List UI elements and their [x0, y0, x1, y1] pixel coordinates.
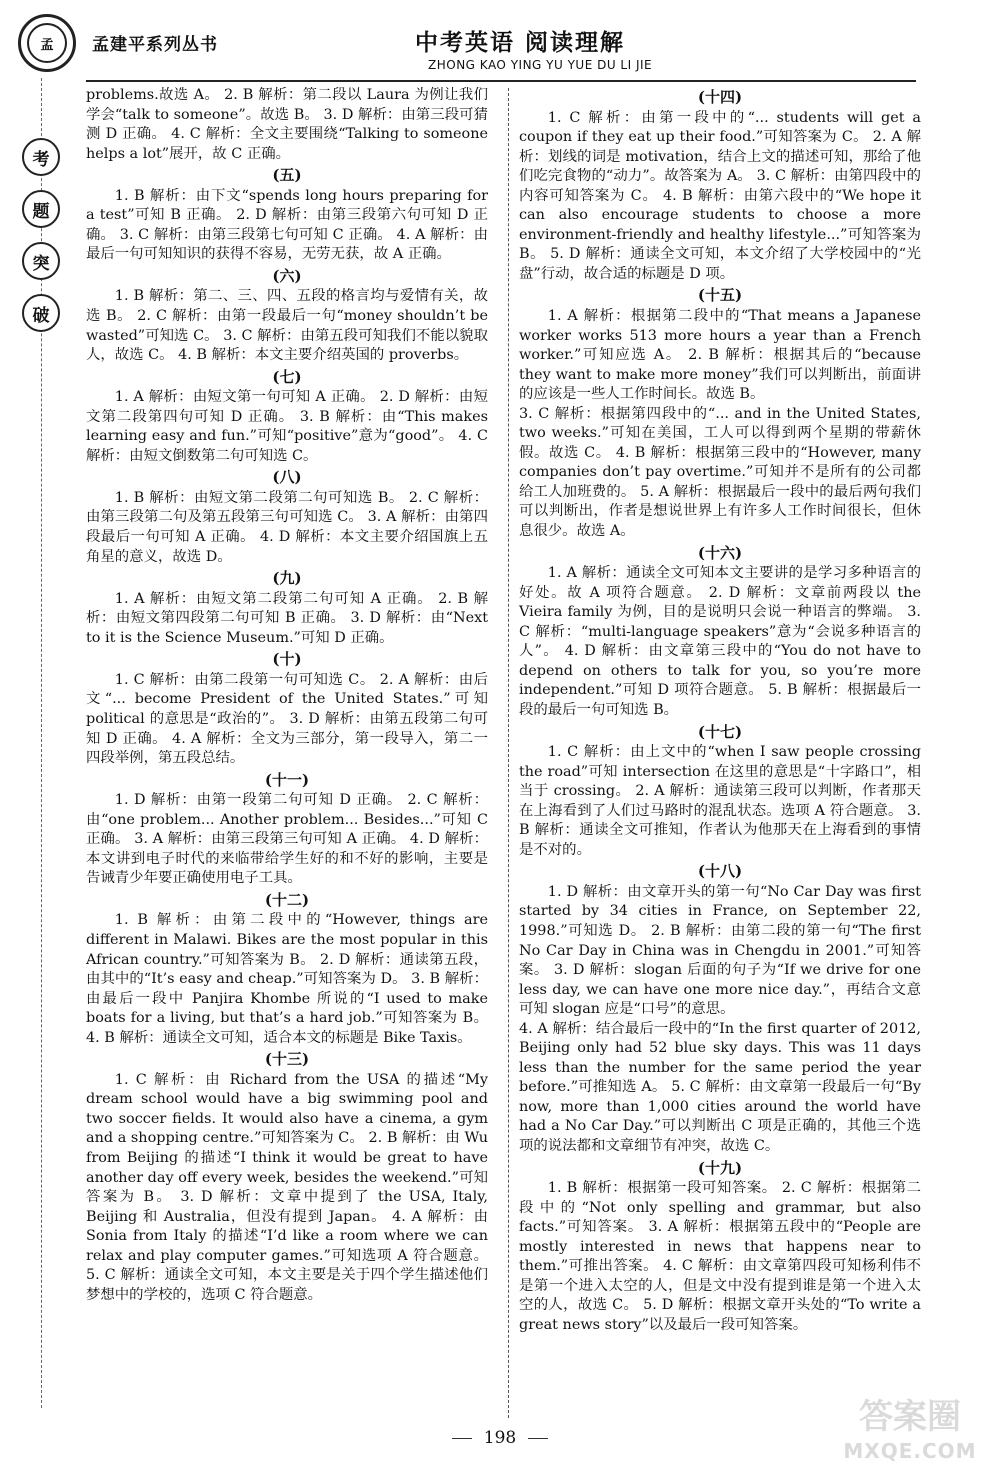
section-heading: (十八): [697, 862, 743, 881]
answer-paragraph: problems.故选 A。 2. B 解析：第二段以 Laura 为例让我们学会“talk to someone”。故选 B。 3. D 解析：由第三段可猜测 D 正确。 4. C 解析：全文主要围绕“Talking to someone helps a lot”展开，故 C 正确。: [86, 87, 488, 162]
answer-paragraph: 3. C 解析：根据第四段中的“... and in the United States, two weeks.”可知在美国，工人可以得到两个星期的带薪休假。故选 C。 4. B 解析：根据第三段中的“However, many companies don’t pay overtime.”可知并不是所有的公司都给工人加班费的。 5. A 解析：根据最后一段中的最后两句我们可以判断出，作者是想说世界上有许多人工作时间很长，但休息很少。故选 A。: [519, 405, 921, 540]
section-heading: (八): [272, 468, 302, 487]
answer-paragraph: 1. B 解析：由第二段中的“However, things are different in Malawi. Bikes are the most popular in this African country.”可知答案为 B。 2. D 解析：通读第五段，由其中的“It’s easy and cheap.”可知答案为 D。 3. B 解析：由最后一段中 Panjira Khombe 所说的“I used to make boats for a living, but that’s a hard job.”可知答案为 B。 4. B 解析：通读全文可知，适合本文的标题是 Bike Taxis。: [86, 912, 488, 1046]
answer-paragraph: 1. C 解析：由 Richard from the USA 的描述“My dream school would have a big swimming pool and two soccer fields. It would also have a cinema, a gym and a shopping centre.”可知答案为 C。 2. B 解析：由 Wu from Beijing 的描述“I think it would be great to have another day off every week, besides the weekend.”可知答案为 B。 3. D 解析：文章中提到了 the USA, Italy, Beijing 和 Australia，但没有提到 Japan。 4. A 解析：由 Sonia from Italy 的描述“I’d like a room where we can relax and play computer games.”可知选项 A 符合题意。 5. C 解析：通读全文可知，本文主要是关于四个学生描述他们梦想中的学校的，选项 C 符合题意。: [86, 1071, 488, 1303]
section-heading: (十五): [697, 286, 743, 305]
footer-dash: [528, 1438, 548, 1439]
section-heading: (十二): [264, 890, 310, 909]
side-badge: 突: [22, 242, 60, 280]
page-number: 198: [483, 1428, 517, 1448]
answer-paragraph: 1. A 解析：通读全文可知本文主要讲的是学习多种语言的好处。故 A 项符合题意。 2. D 解析：文章前两段以 the Vieira family 为例，目的是说明只会说一种语言的弊端。 3. C 解析：“multi-language speakers”意为“会说多种语言的人”。 4. D 解析：由文章第三段中的“You do not have to depend on others to talk for you, so you’re more independent.”可知 D 项符合题意。 5. B 解析：根据最后一段的最后一句可知选 B。: [519, 565, 921, 718]
answer-paragraph: 1. A 解析：由短文第一句可知 A 正确。 2. D 解析：由短文第二段第四句可知 D 正确。 3. B 解析：由“This makes learning easy and fun.”可知“positive”意为“good”。 4. C 解析：由短文倒数第二句可知选 C。: [86, 389, 488, 464]
answer-paragraph: 1. A 解析：由短文第二段第二句可知 A 正确。 2. B 解析：由短文第四段第二句可知 B 正确。 3. D 解析：由“Next to it is the Science Museum.”可知 D 正确。: [86, 590, 488, 646]
side-badge: 考: [22, 138, 60, 176]
watermark-text: 答案圈: [859, 1397, 961, 1437]
answer-paragraph: 1. B 解析：根据第一段可知答案。 2. C 解析：根据第二段中的“Not only spelling and grammar, but also facts.”可知答案。 3. A 解析：根据第五段中的“People are mostly interested in news that happens near to them.”可推出答案。 4. C 解析：由文章第四段可知杨利伟不是第一个进入太空的人，但是文中没有提到谁是第一个进入太空的人，故选 C。 5. D 解析：根据文章开头处的“To write a great news story”以及最后一段可知答案。: [519, 1180, 921, 1333]
answer-paragraph: 4. A 解析：结合最后一段中的“In the first quarter of 2012, Beijing only had 52 blue sky days. This was 11 days less than the number for the same period the year before.”可推知选 A。 5. C 解析：由文章第一段最后一句“By now, more than 1,000 cities around the world have had a No Car Day.”可以判断出 C 项是正确的，其他三个选项的说法都和文章细节有冲突，故选 C。: [519, 1020, 921, 1154]
answer-paragraph: 1. D 解析：由第一段第二句可知 D 正确。 2. C 解析：由“one problem... Another problem... Besides...”可知 C 正确。 3. A 解析：由第三段第三句可知 A 正确。 4. D 解析：本文讲到电子时代的来临带给学生好的和不好的影响，主要是告诫青少年要正确使用电子工具。: [86, 792, 488, 887]
section-heading: (十三): [264, 1050, 310, 1069]
side-badge: 破: [22, 294, 60, 332]
book-subtitle: ZHONG KAO YING YU YUE DU LI JIE: [428, 58, 653, 72]
page-header: [0, 0, 1000, 78]
section-heading: (十七): [697, 722, 743, 741]
answer-paragraph: 1. A 解析：根据第二段中的“That means a Japanese worker works 513 more hours a year than a French worker.”可知应选 A。 2. B 解析：根据其后的“because they want to make more money”我们可以判断出，前面讲的应该是一些人工作时间长。故选 B。: [519, 308, 921, 403]
section-heading: (十): [272, 650, 302, 669]
right-column: [519, 86, 921, 1335]
series-name: 孟建平系列丛书: [92, 35, 218, 55]
section-heading: (九): [272, 569, 302, 588]
logo-inner: 孟: [27, 23, 67, 63]
answer-paragraph: 1. C 解析：由第二段第一句可知选 C。 2. A 解析：由后文“... become President of the United States.”可知 political 的意思是“政治的”。 3. D 解析：由第五段第二句可知 D 正确。 4. A 解析：全文为三部分，第一段导入，第二一四段举例，第五段总结。: [86, 671, 488, 767]
book-title: 中考英语 阅读理解: [415, 29, 626, 56]
section-heading: (十一): [264, 770, 310, 789]
answer-paragraph: 1. B 解析：第二、三、四、五段的格言均与爱情有关，故选 B。 2. C 解析：由第一段最后一句“money shouldn’t be wasted”可知选 C。 3. C 解析：由第五段可知我们不能以貌取人，故选 C。 4. B 解析：本文主要介绍英国的 proverbs。: [86, 288, 488, 364]
answer-paragraph: 1. B 解析：由下文“spends long hours preparing for a test”可知 B 正确。 2. D 解析：由第三段第六句可知 D 正确。 3. C 解析：由第三段第七句可知 C 正确。 4. A 解析：由最后一句可知知识的获得不容易，无劳无获，故 A 正确。: [86, 187, 488, 263]
section-heading: (五): [272, 166, 302, 185]
section-heading: (十九): [697, 1158, 743, 1177]
column-divider: [508, 88, 509, 1418]
publisher-logo-icon: [18, 14, 76, 72]
section-heading: (十六): [697, 543, 743, 562]
side-badges: [22, 138, 62, 346]
answer-paragraph: 1. C 解析：由上文中的“when I saw people crossing the road”可知 intersection 在这里的意思是“十字路口”，相当于 crossing。 2. A 解析：通读第三段可以判断，作者那天在上海看到了人们过马路时的混乱状态。选项 A 符合题意。 3. B 解析：通读全文可推知，作者认为他那天在上海看到的事情是不对的。: [519, 744, 921, 858]
watermark: [830, 1397, 990, 1470]
section-heading: (十四): [697, 88, 743, 106]
footer-dash: [452, 1438, 472, 1439]
side-badge: 题: [22, 190, 60, 228]
watermark-url: MXQE.COM: [843, 1439, 977, 1463]
answer-paragraph: 1. B 解析：由短文第二段第二句可知选 B。 2. C 解析：由第三段第二句及第五段第三句可知选 C。 3. A 解析：由第四段最后一句可知 A 正确。 4. D 解析：本文主要介绍国旗上五角星的意义，故选 D。: [86, 489, 488, 565]
left-column: [86, 86, 488, 1305]
answer-paragraph: 1. D 解析：由文章开头的第一句“No Car Day was first started by 34 cities in France, on September 22, 1998.”可知选 D。 2. B 解析：由第二段的第一句“The first No Car Day in China was in Chengdu in 2001.”可知答案。 3. D 解析：slogan 后面的句子为“If we drive for one less day, we can have one more nice day.”，再结合文意可知 slogan 应是“口号”的意思。: [519, 883, 921, 1018]
answer-paragraph: 1. C 解析：由第一段中的“... students will get a coupon if they eat up their food.”可知答案为 C。 2. A 解析：划线的词是 motivation，结合上文的描述可知，那给了他们吃完食物的“动力”。故答案为 A。 3. C 解析：由第四段中的内容可知答案为 C。 4. B 解析：由第六段中的“We hope it can also encourage students to choose a more environment-friendly and healthy lifestyle...”可知答案为 B。 5. D 解析：通读全文可知，本文介绍了大学校园中的“光盘”行动，故合适的标题是 D 项。: [519, 109, 921, 282]
section-heading: (七): [272, 367, 302, 386]
header-rule: [86, 80, 916, 82]
section-heading: (六): [272, 266, 302, 285]
